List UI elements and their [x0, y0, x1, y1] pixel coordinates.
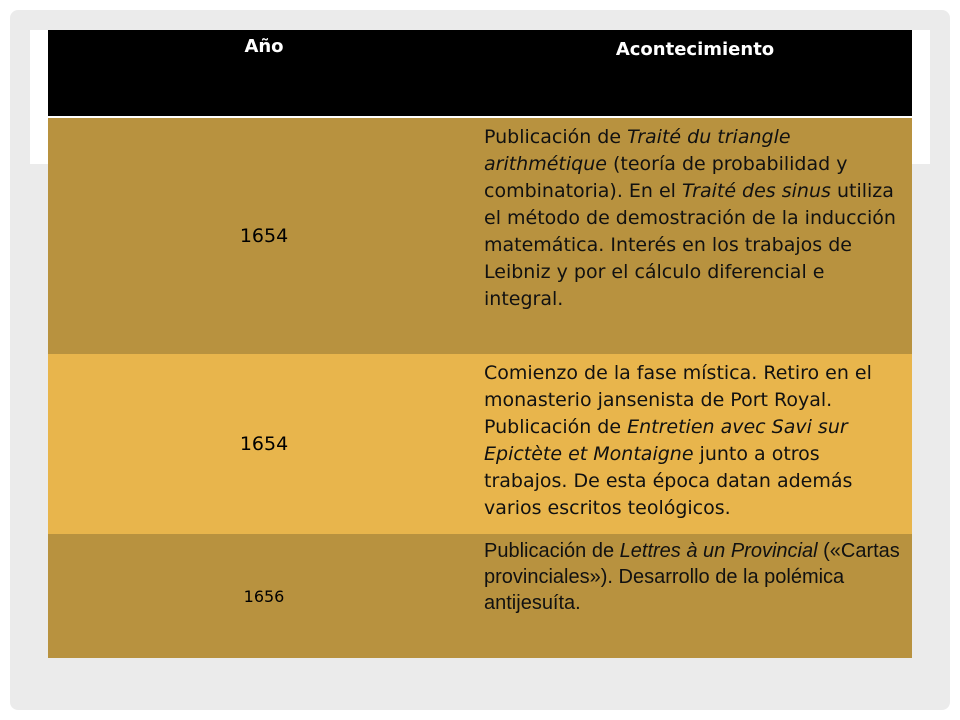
event-text: Comienzo de la fase mística. Retiro en el monasterio jansenista de Port Royal. Publicación de [484, 362, 872, 438]
event-text: utiliza el método de demostración de la inducción matemática. Interés en los trabajos de Leibniz y por el cálculo diferencial e integral. [484, 180, 896, 310]
event-text: («Cartas provinciales»). Desarrollo de la polémica antijesuíta. [484, 540, 900, 614]
event-text: junto a otros trabajos. De esta época datan además varios escritos teológicos. [484, 443, 853, 519]
event-text: Publicación de [484, 540, 620, 562]
table-row [48, 354, 912, 534]
event-title: Traité des sinus [682, 180, 831, 202]
header-event: Acontecimiento [615, 39, 775, 60]
event-text: (teoría de probabilidad y combinatoria). En el [484, 153, 848, 202]
header-year: Año [244, 36, 284, 57]
event-title: Lettres à un Provincial [619, 540, 818, 562]
table-row [48, 118, 912, 354]
table-header-row [48, 30, 912, 118]
row-year: 1656 [243, 586, 285, 606]
event-title: Entretien avec Savi sur Epictète et Montaigne [484, 416, 848, 465]
event-title: Traité du triangle arithmétique [484, 126, 791, 175]
timeline-table [48, 30, 912, 658]
event-text: Publicación de [484, 126, 628, 148]
row-event [480, 118, 912, 354]
row-year: 1654 [239, 225, 289, 247]
table-row [48, 534, 912, 658]
row-year: 1654 [239, 433, 289, 455]
row-event [480, 354, 912, 534]
row-event [480, 534, 912, 658]
